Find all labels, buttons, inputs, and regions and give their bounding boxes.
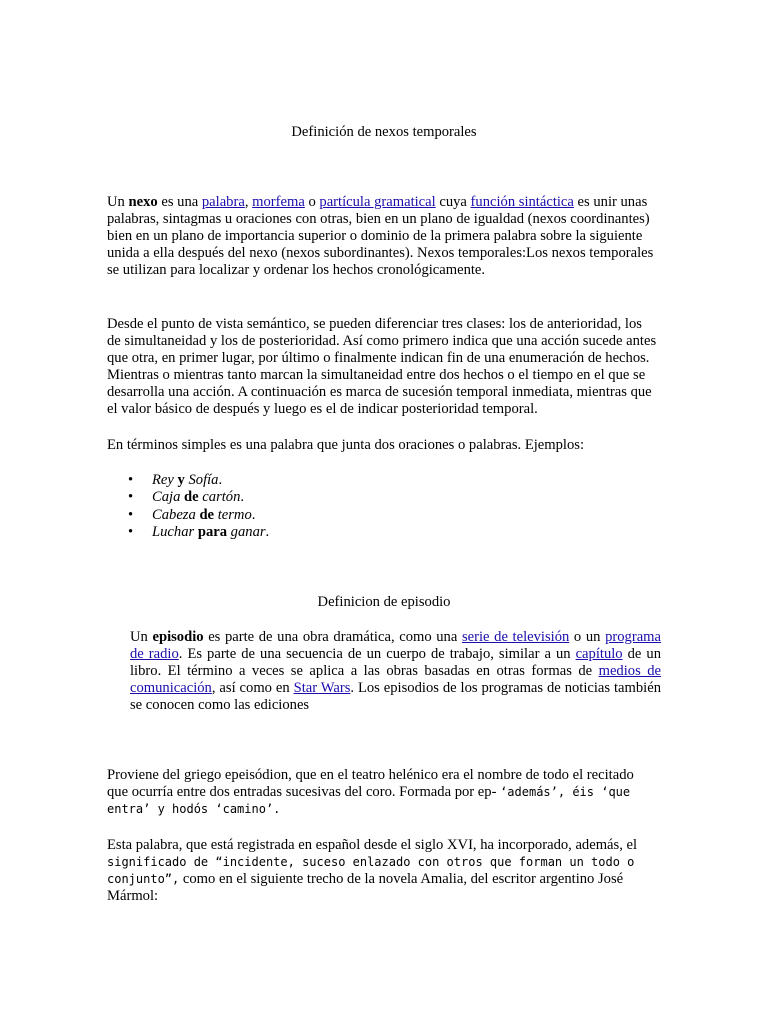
text-run: , así como en [211,680,294,696]
text-run: Un [107,194,129,210]
example-nexo: para [197,523,228,540]
text-run: como en el siguiente trecho de la novela Amalia, del escritor argentino José Mármol: [107,871,624,904]
nexos-title: Definición de nexos temporales [291,124,477,140]
bold-term-nexo: nexo [128,194,158,210]
example-period: . [265,523,270,540]
list-item [107,524,269,541]
link-particula-gramatical[interactable]: partícula gramatical [319,194,436,210]
example-word: Cabeza [152,506,196,523]
example-word: termo [217,506,252,523]
link-serie-de-television[interactable]: serie de televisión [461,629,570,645]
episodio-definition-paragraph [130,629,661,714]
example-period: . [240,489,245,506]
nexos-definition-paragraph [107,194,658,279]
episodio-meaning-paragraph [107,837,658,905]
nexos-semantic-paragraph: Desde el punto de vista semántico, se pueden diferenciar tres clases: los de anterioridad, los de simultaneidad y los de posterioridad. Así como primero indica que una acción sucede antes que otra, en primer lugar, por último o finalmente indican fin de una enumeración de hechos. Mientras o mientras tanto marcan la simultaneidad entre dos hechos o el tiempo en el que se desarrolla una acción. A continuación es marca de sucesión temporal inmediata, mientras que el valor básico de después y luego es el de indicar posterioridad temporal. [107,316,657,417]
example-period: . [218,472,223,488]
bold-term-episodio: episodio [152,629,204,645]
example-word: Rey [152,472,174,488]
text-run: es parte de una obra dramática, como una [203,629,462,645]
text-run: , [244,194,253,210]
example-word: Sofía [188,472,219,488]
list-item [107,507,269,524]
text-run: es una [157,194,202,210]
text-run: cuya [435,194,471,210]
text-run: Proviene del griego epeisódion, que en el teatro helénico era el nombre de todo el recitado que ocurría entre dos entradas sucesivas del coro. Formada por ep- [107,767,634,800]
link-morfema[interactable]: morfema [252,194,305,210]
example-period: . [251,506,256,523]
link-star-wars[interactable]: Star Wars [293,680,351,696]
list-item [107,472,269,489]
link-funcion-sintactica[interactable]: función sintáctica [470,194,574,210]
text-run: Un [130,629,153,645]
link-palabra[interactable]: palabra [201,194,245,210]
example-word: cartón [202,489,241,506]
example-nexo: de [199,506,215,523]
link-capitulo[interactable]: capítulo [575,646,623,662]
episodio-etymology-paragraph [107,767,658,818]
nexos-examples-intro: En términos simples es una palabra que junta dos oraciones o palabras. Ejemplos: [107,437,585,453]
text-run: . Los episodios de los programas de noticias también se conocen como las ediciones [130,680,662,713]
example-word: Luchar [152,523,195,540]
text-run: Esta palabra, que está registrada en español desde el siglo XVI, ha incorporado, además, el [107,837,638,853]
example-word: Caja [152,489,181,506]
episodio-title: Definicion de episodio [317,594,451,610]
text-run: o [304,194,320,210]
link-medios-de-comunicacion[interactable]: medios de comunicación [130,663,661,696]
example-nexo: y [177,472,185,488]
link-programa-de-radio[interactable]: programa de radio [130,629,661,662]
list-item [107,489,269,506]
text-run: . Es parte de una secuencia de un cuerpo de trabajo, similar a un [178,646,576,662]
text-run: de un libro. El término a veces se aplica a las obras basadas en otras formas de [130,646,661,679]
examples-list [107,472,269,541]
text-run: o un [569,629,606,645]
example-nexo: de [184,489,199,506]
meaning-quote: significado de “incidente, suceso enlazado con otros que forman un todo o conjunto”, [107,855,635,886]
example-word: ganar [230,523,266,540]
text-run: es unir unas palabras, sintagmas u oraciones con otras, bien en un plano de igualdad (nexos coordinantes) bien en un plano de importancia superior o dominio de la primera palabra sobre la siguiente unida a ella después del nexo (nexos subordinantes). Nexos temporales:Los nexos temporales se utilizan para localizar y ordenar los hechos cronológicamente. [107,194,654,278]
etymology-gloss: ‘además’, éis ‘que entra’ y hodós ‘camino’. [107,785,631,816]
